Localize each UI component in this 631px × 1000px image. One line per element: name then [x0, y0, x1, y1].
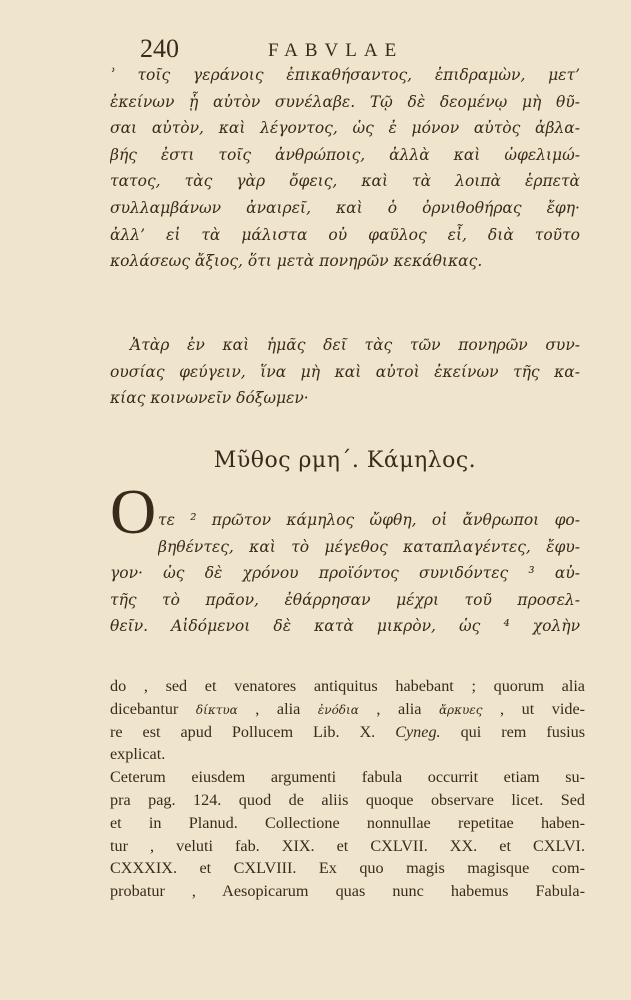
text-line: γον· ὡς δὲ χρόνου προϊόντος συνιδόντες ³ αὐ- [110, 564, 580, 582]
note-text: dicebantur [110, 699, 179, 718]
fable-title: Μῦθος ρμη΄. Κάμηλος. [213, 448, 477, 473]
greek-term: ἄρκυες [438, 702, 483, 717]
note-line: CXXXIX. et CXLVIII. Ex quo magis magisque com- [110, 859, 585, 878]
greek-fable-body [110, 560, 580, 640]
text-line: κολάσεως ἄξιος, ὅτι μετὰ πονηρῶν κεκάθικας. [110, 252, 483, 271]
text-line: θεῖν. Αἰδόμενοι δὲ κατὰ μικρὸν, ὡς ⁴ χολὴν [110, 617, 580, 636]
page-number: 240 [140, 34, 179, 63]
note-line: probatur , Aesopicarum quas nunc habemus Fabula- [110, 882, 585, 901]
note-line [110, 698, 585, 721]
greek-text-top [110, 62, 580, 275]
greek-term: ἐνόδια [317, 702, 359, 717]
text-line: ἀλλ’ εἰ τὰ μάλιστα οὐ φαῦλος εἶ, διὰ τοῦτο [110, 225, 580, 244]
latin-footnotes [110, 675, 585, 903]
greek-fable-opening [158, 507, 580, 560]
note-text: re est apud Pollucem Lib. X. [110, 722, 376, 741]
text-line: τῆς τὸ πρᾶον, ἐθάρρησαν μέχρι τοῦ προσελ- [110, 590, 580, 609]
text-line: σαι αὐτὸν, καὶ λέγοντος, ὡς ἐ μόνον αὐτὸς ἀβλα- [110, 119, 580, 138]
text-line: τατος, τὰς γὰρ ὄφεις, καὶ τὰ λοιπὰ ἑρπετὰ [110, 172, 580, 191]
note-text: , ut vide- [500, 699, 585, 718]
note-line [110, 721, 585, 744]
drop-cap: Ο [110, 476, 157, 547]
text-line: κίας κοινωνεῖν δόξωμεν· [110, 389, 309, 408]
work-title: Cyneg. [395, 722, 441, 741]
running-title: FABVLAE [268, 40, 404, 61]
note-text: , alia [376, 699, 422, 718]
note-line: pra pag. 124. quod de aliis quoque observare licet. Sed [110, 790, 585, 809]
page-header [140, 32, 580, 66]
note-line: et in Planud. Collectione nonnullae repetitae haben- [110, 813, 585, 832]
note-line: tur , veluti fab. XIX. et CXLVII. XX. et CXLVI. [110, 836, 585, 855]
note-text: qui rem fusius [460, 722, 585, 741]
text-line: συλλαμβάνων ἀναιρεῖ, καὶ ὁ ὀρνιθοθήρας ἔφη· [110, 198, 580, 217]
text-line: βής ἐστι τοῖς ἀνθρώποις, ἀλλὰ καὶ ὠφελιμώ- [110, 145, 580, 164]
note-line: explicat. [110, 745, 166, 764]
text-line: Ἀτὰρ ἐν καὶ ἡμᾶς δεῖ τὰς τῶν πονηρῶν συν- [130, 336, 580, 354]
text-line: ἐκείνων ᾗ αὐτὸν συνέλαβε. Τῷ δὲ δεομένῳ μὴ θῦ- [110, 92, 580, 111]
note-text: , alia [255, 699, 301, 718]
note-line: Ceterum eiusdem argumenti fabula occurrit etiam su- [110, 768, 585, 787]
greek-moral [110, 332, 580, 412]
note-line: do , sed et venatores antiquitus habebant ; quorum alia [110, 677, 585, 695]
text-line: ουσίας φεύγειν, ἵνα μὴ καὶ αὐτοὶ ἐκείνων τῆς κα- [110, 362, 580, 381]
text-line: βηθέντες, καὶ τὸ μέγεθος καταπλαγέντες, ἔφυ- [158, 537, 580, 556]
text-line: τε ² πρῶτον κάμηλος ὤφθη, οἱ ἄνθρωποι φο- [158, 511, 580, 529]
greek-term: δίκτυα [195, 702, 238, 717]
text-line: ʾ τοῖς γεράνοις ἐπικαθήσαντος, ἐπιδραμὼν, μετ’ [110, 66, 580, 84]
